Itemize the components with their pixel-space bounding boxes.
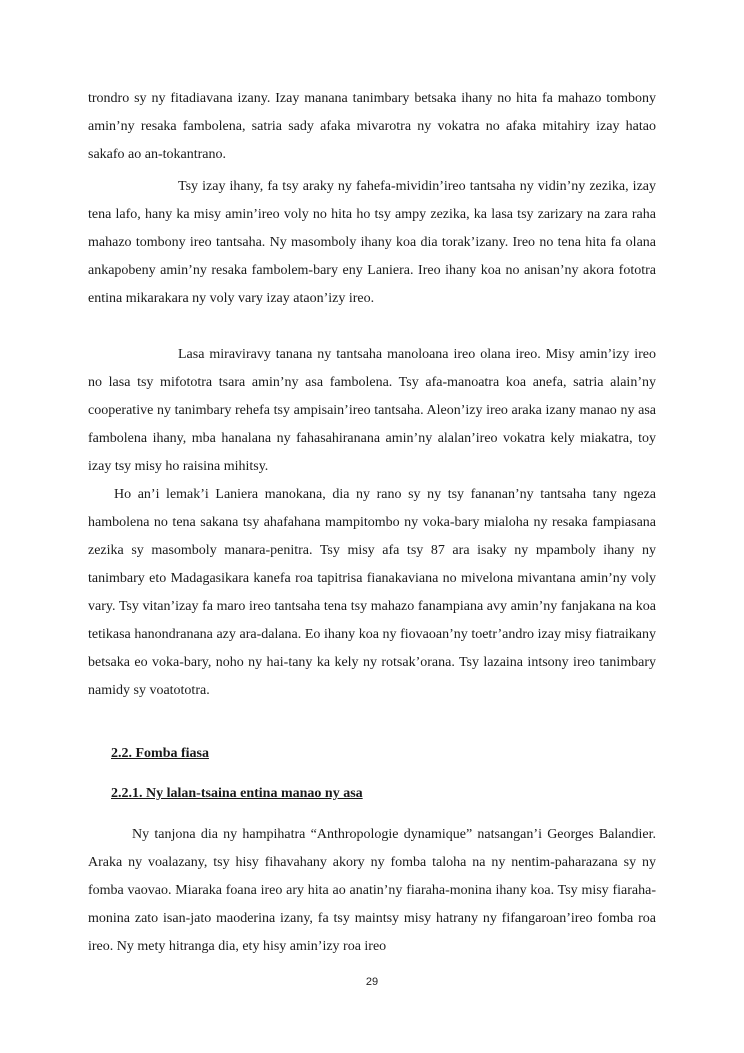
- page-number: 29: [365, 976, 379, 988]
- paragraph-5: Ny tanjona dia ny hampihatra “Anthropologie dynamique” natsangan’i Georges Balandier. Araka ny voalazany, tsy hisy fihavahany akory ny fomba taloha na ny nentim-paharazana sy ny fomba vaovao. Miaraka foana ireo ary hita ao anatin’ny fiaraha-monina ihany koa. Tsy misy fiaraha-monina zato isan-jato maoderina izany, fa tsy maintsy misy hatrany ny fifangaroan’ireo fomba roa ireo. Ny mety hitranga dia, ety hisy amin’izy roa ireo: [88, 827, 656, 954]
- paragraph-4: Ho an’i lemak’i Laniera manokana, dia ny rano sy ny tsy fananan’ny tantsaha tany ngeza hambolena no tena sakana tsy ahafahana mampitombo ny voka-bary mialoha ny resaka fampiasana zezika sy masomboly manara-penitra. Tsy misy afa tsy 87 ara isaky ny mpamboly ihany ny tanimbary eto Madagasikara kanefa roa tapitrisa fianakaviana no mivelona mivantana amin’ny voly vary. Tsy vitan’izay fa maro ireo tantsaha tena tsy mahazo fanampiana avy amin’ny fanjakana na koa tetikasa hanondranana azy ara-dalana. Eo ihany koa ny fiovaoan’ny toetr’andro izay misy fiatraikany betsaka eo voka-bary, noho ny hai-tany ka kely ny rotsak’orana. Tsy lazaina intsony ireo tanimbary namidy sy voatototra.: [88, 487, 656, 698]
- paragraph-1: trondro sy ny fitadiavana izany. Izay manana tanimbary betsaka ihany no hita fa mahazo tombony amin’ny resaka fambolena, satria sady afaka mivarotra ny vokatra no afaka mitahiry izay hatao sakafo ao an-tokantrano.: [88, 91, 656, 162]
- section-heading: 2.2. Fomba fiasa: [111, 746, 209, 761]
- paragraph-3: Lasa miraviravy tanana ny tantsaha manoloana ireo olana ireo. Misy amin’izy ireo no lasa tsy mifototra tsara amin’ny asa fambolena. Tsy afa-manoatra koa anefa, satria alain’ny cooperative ny tanimbary rehefa tsy ampisain’ireo tantsaha. Aleon’izy ireo araka izany manao ny asa fambolena ihany, mba hanalana ny fahasahiranana amin’ny alalan’ireo vokatra kely miakatra, toy izay tsy misy ho raisina mihitsy.: [88, 347, 656, 474]
- subsection-heading: 2.2.1. Ny lalan-tsaina entina manao ny asa: [111, 786, 363, 801]
- paragraph-2: Tsy izay ihany, fa tsy araky ny fahefa-mividin’ireo tantsaha ny vidin’ny zezika, izay tena lafo, hany ka misy amin’ireo voly no hita ho tsy ampy zezika, ka lasa tsy zarizary na zara raha mahazo tombony ireo tantsaha. Ny masomboly ihany koa dia torak’izany. Ireo no tena hita fa olana ankapobeny amin’ny resaka fambolem-bary eny Laniera. Ireo ihany koa no anisan’ny akora fototra entina mikarakara ny voly vary izay ataon’izy ireo.: [88, 179, 656, 306]
